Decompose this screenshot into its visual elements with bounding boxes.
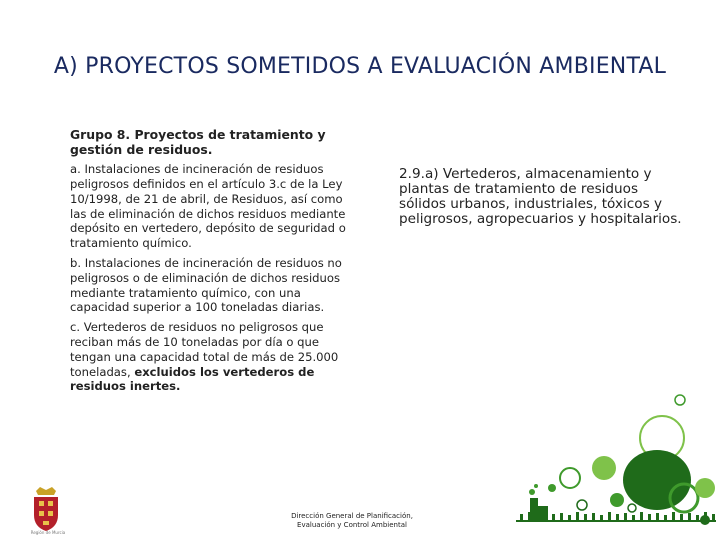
slide-title: A) PROYECTOS SOMETIDOS A EVALUACIÓN AMBIENTAL	[53, 54, 667, 79]
green-circles-decoration-icon	[512, 380, 720, 540]
list-item-b	[70, 256, 360, 315]
footer-line-1: Dirección General de Planificación,	[291, 512, 413, 520]
item-a-text: a. Instalaciones de incineración de residuos peligrosos definidos en el artículo 3.c de la Ley 10/1998, de 21 de abril, de Residuos, así como las de eliminación de dichos residuos mediante depósito en vertedero, depósito de seguridad o tratamiento químico.	[70, 162, 346, 251]
right-column-text: 2.9.a) Vertederos, almacenamiento y plantas de tratamiento de residuos sólidos urbanos, industriales, tóxicos y peligrosos, agropecuarios y hospitalarios.	[399, 166, 682, 227]
coat-of-arms-logo-icon	[28, 485, 64, 535]
item-c-bold-text: excluidos los vertederos de residuos inertes.	[70, 364, 315, 394]
footer-line-2: Evaluación y Control Ambiental	[297, 521, 407, 529]
left-column	[70, 128, 360, 399]
list-item-a	[70, 162, 360, 251]
item-c-text: c. Vertederos de residuos no peligrosos que reciban más de 10 toneladas por día o que tengan una capacidad total de más de 25.000 toneladas,	[70, 320, 339, 379]
footer-credit	[272, 512, 432, 530]
list-item-c	[70, 320, 360, 394]
logo-caption: Región de Murcia	[30, 530, 66, 535]
group-heading: Grupo 8. Proyectos de tratamiento y gestión de residuos.	[70, 127, 326, 157]
item-b-text: b. Instalaciones de incineración de residuos no peligrosos o de eliminación de dichos residuos mediante tratamiento químico, con una capacidad superior a 100 toneladas diarias.	[70, 255, 342, 315]
